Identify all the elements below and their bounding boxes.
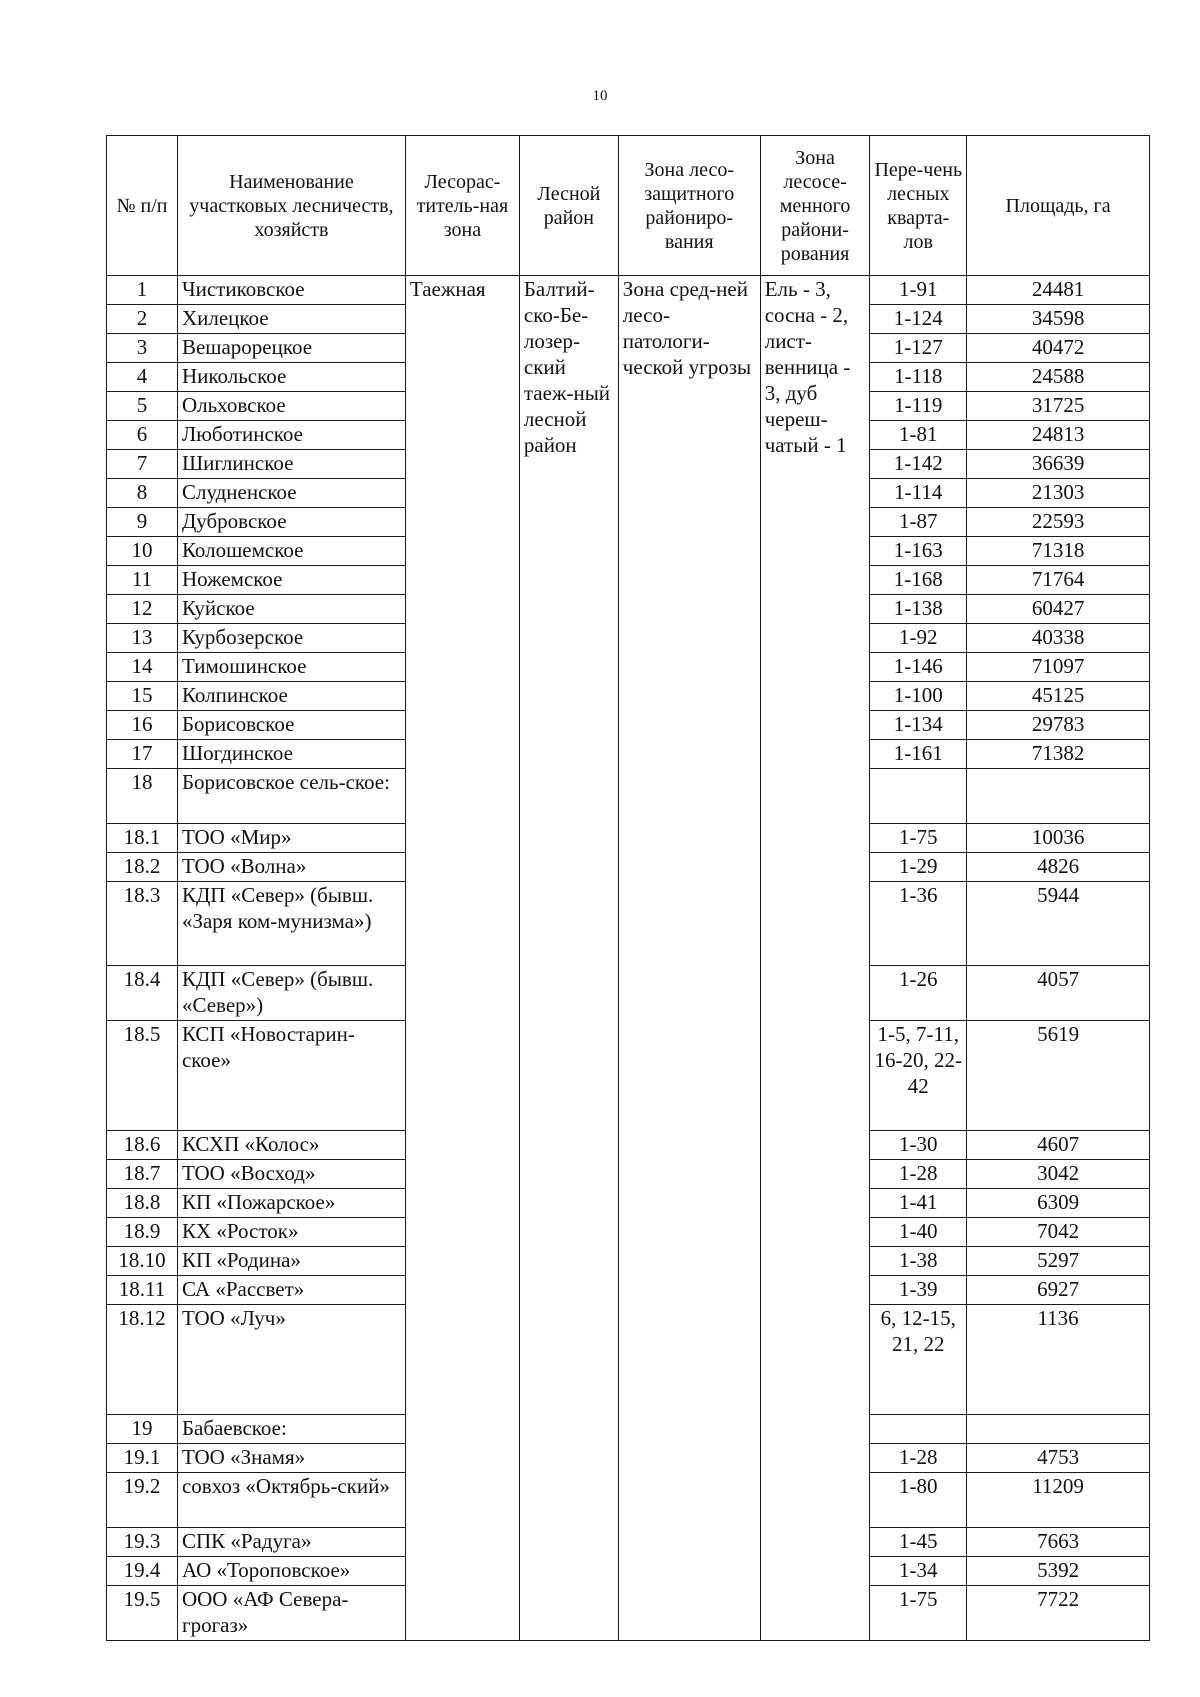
row-number: 18.10: [107, 1247, 178, 1276]
row-number: 14: [107, 653, 178, 682]
forestry-table: [106, 135, 1150, 1641]
row-number: 18.8: [107, 1189, 178, 1218]
row-name: Чистиковское: [177, 276, 405, 305]
row-quarters: 1-134: [870, 711, 967, 740]
row-number: 5: [107, 392, 178, 421]
row-quarters: 1-168: [870, 566, 967, 595]
header-protection-zone: Зона лесо-защитного райониро-вания: [618, 136, 760, 276]
row-number: 13: [107, 624, 178, 653]
row-area: 71382: [967, 740, 1150, 769]
header-seed-zone: Зона лесосе-менного райони-рования: [760, 136, 870, 276]
row-quarters: 1-119: [870, 392, 967, 421]
row-number: 12: [107, 595, 178, 624]
row-quarters: 1-75: [870, 1586, 967, 1641]
row-name: Куйское: [177, 595, 405, 624]
row-name: КХ «Росток»: [177, 1218, 405, 1247]
veg-zone-cell: Таежная: [405, 276, 519, 1641]
row-name: КП «Родина»: [177, 1247, 405, 1276]
row-number: 18.4: [107, 966, 178, 1021]
row-name: КДП «Север» (бывш. «Север»): [177, 966, 405, 1021]
row-name: Борисовское: [177, 711, 405, 740]
table-body: [107, 276, 1150, 1641]
row-quarters: 1-163: [870, 537, 967, 566]
row-name: ТОО «Мир»: [177, 824, 405, 853]
row-name: Никольское: [177, 363, 405, 392]
row-area: 4607: [967, 1131, 1150, 1160]
forest-district-cell: Балтий-ско-Бе-лозер-ский таеж-ный лесной район: [519, 276, 618, 1641]
row-area: 22593: [967, 508, 1150, 537]
row-quarters: [870, 1415, 967, 1444]
row-area: 1136: [967, 1305, 1150, 1415]
row-name: Шиглинское: [177, 450, 405, 479]
row-number: 18.2: [107, 853, 178, 882]
row-area: 5297: [967, 1247, 1150, 1276]
row-number: 19.4: [107, 1557, 178, 1586]
row-name: Курбозерское: [177, 624, 405, 653]
row-name: ООО «АФ Севера-грогаз»: [177, 1586, 405, 1641]
row-area: 11209: [967, 1473, 1150, 1528]
row-area: 5944: [967, 882, 1150, 966]
row-quarters: 1-30: [870, 1131, 967, 1160]
row-name: ТОО «Знамя»: [177, 1444, 405, 1473]
header-row: [107, 136, 1150, 276]
row-quarters: 1-127: [870, 334, 967, 363]
row-name: КДП «Север» (бывш. «Заря ком-мунизма»): [177, 882, 405, 966]
row-number: 2: [107, 305, 178, 334]
row-quarters: 1-28: [870, 1444, 967, 1473]
row-name: КСХП «Колос»: [177, 1131, 405, 1160]
row-name: Шогдинское: [177, 740, 405, 769]
row-area: [967, 1415, 1150, 1444]
header-name: Наименование участковых лесничеств, хозяйств: [177, 136, 405, 276]
row-area: [967, 769, 1150, 824]
row-quarters: 1-124: [870, 305, 967, 334]
header-area: Площадь, га: [967, 136, 1150, 276]
row-name: КП «Пожарское»: [177, 1189, 405, 1218]
row-quarters: 1-45: [870, 1528, 967, 1557]
row-name: ТОО «Луч»: [177, 1305, 405, 1415]
row-name: совхоз «Октябрь-ский»: [177, 1473, 405, 1528]
row-quarters: 1-114: [870, 479, 967, 508]
row-quarters: 1-91: [870, 276, 967, 305]
row-number: 18.12: [107, 1305, 178, 1415]
row-number: 19: [107, 1415, 178, 1444]
row-name: СПК «Радуга»: [177, 1528, 405, 1557]
row-quarters: 1-40: [870, 1218, 967, 1247]
row-quarters: 1-100: [870, 682, 967, 711]
row-quarters: 1-39: [870, 1276, 967, 1305]
row-quarters: 1-26: [870, 966, 967, 1021]
row-area: 7722: [967, 1586, 1150, 1641]
row-quarters: 1-75: [870, 824, 967, 853]
row-area: 71318: [967, 537, 1150, 566]
row-area: 24588: [967, 363, 1150, 392]
row-number: 4: [107, 363, 178, 392]
row-area: 24481: [967, 276, 1150, 305]
row-area: 5392: [967, 1557, 1150, 1586]
row-number: 6: [107, 421, 178, 450]
row-area: 3042: [967, 1160, 1150, 1189]
row-quarters: 1-161: [870, 740, 967, 769]
row-quarters: 1-138: [870, 595, 967, 624]
row-number: 9: [107, 508, 178, 537]
row-name: Ольховское: [177, 392, 405, 421]
row-quarters: 1-41: [870, 1189, 967, 1218]
row-name: АО «Тороповское»: [177, 1557, 405, 1586]
row-area: 24813: [967, 421, 1150, 450]
table-row: [107, 276, 1150, 305]
row-area: 10036: [967, 824, 1150, 853]
row-quarters: 1-92: [870, 624, 967, 653]
row-name: Хилецкое: [177, 305, 405, 334]
row-number: 19.1: [107, 1444, 178, 1473]
row-number: 18: [107, 769, 178, 824]
row-area: 6309: [967, 1189, 1150, 1218]
row-quarters: 1-36: [870, 882, 967, 966]
row-name: Дубровское: [177, 508, 405, 537]
protection-zone-cell: Зона сред-ней лесо-патологи-ческой угрозы: [618, 276, 760, 1641]
row-number: 19.3: [107, 1528, 178, 1557]
row-number: 15: [107, 682, 178, 711]
row-name: ТОО «Волна»: [177, 853, 405, 882]
row-area: 34598: [967, 305, 1150, 334]
row-name: Колошемское: [177, 537, 405, 566]
header-veg-zone: Лесорас-титель-ная зона: [405, 136, 519, 276]
row-number: 10: [107, 537, 178, 566]
row-quarters: 1-5, 7-11, 16-20, 22-42: [870, 1021, 967, 1131]
row-name: Бабаевское:: [177, 1415, 405, 1444]
seed-zone-cell: Ель - 3, сосна - 2, лист-венница - 3, дуб череш-чатый - 1: [760, 276, 870, 1641]
row-number: 1: [107, 276, 178, 305]
row-number: 18.3: [107, 882, 178, 966]
row-number: 18.7: [107, 1160, 178, 1189]
row-area: 29783: [967, 711, 1150, 740]
row-quarters: 1-146: [870, 653, 967, 682]
row-area: 4753: [967, 1444, 1150, 1473]
row-name: Колпинское: [177, 682, 405, 711]
row-area: 21303: [967, 479, 1150, 508]
row-name: СА «Рассвет»: [177, 1276, 405, 1305]
row-number: 17: [107, 740, 178, 769]
row-quarters: 1-80: [870, 1473, 967, 1528]
row-quarters: 1-38: [870, 1247, 967, 1276]
header-num: № п/п: [107, 136, 178, 276]
row-name: Вешарорецкое: [177, 334, 405, 363]
row-area: 40338: [967, 624, 1150, 653]
row-number: 18.11: [107, 1276, 178, 1305]
row-area: 40472: [967, 334, 1150, 363]
page-number: 10: [592, 88, 608, 104]
row-area: 4826: [967, 853, 1150, 882]
row-number: 19.5: [107, 1586, 178, 1641]
row-area: 36639: [967, 450, 1150, 479]
row-number: 18.1: [107, 824, 178, 853]
row-area: 5619: [967, 1021, 1150, 1131]
row-area: 60427: [967, 595, 1150, 624]
row-area: 6927: [967, 1276, 1150, 1305]
header-quarters: Пере-чень лесных кварта-лов: [870, 136, 967, 276]
row-area: 45125: [967, 682, 1150, 711]
row-name: ТОО «Восход»: [177, 1160, 405, 1189]
row-area: 71764: [967, 566, 1150, 595]
row-number: 11: [107, 566, 178, 595]
row-number: 3: [107, 334, 178, 363]
row-name: КСП «Новостарин-ское»: [177, 1021, 405, 1131]
row-number: 16: [107, 711, 178, 740]
row-name: Тимошинское: [177, 653, 405, 682]
row-number: 18.5: [107, 1021, 178, 1131]
row-quarters: [870, 769, 967, 824]
header-forest-district: Лесной район: [519, 136, 618, 276]
row-quarters: 1-87: [870, 508, 967, 537]
row-area: 7663: [967, 1528, 1150, 1557]
row-area: 7042: [967, 1218, 1150, 1247]
row-quarters: 1-81: [870, 421, 967, 450]
row-number: 7: [107, 450, 178, 479]
row-name: Слудненское: [177, 479, 405, 508]
row-quarters: 1-34: [870, 1557, 967, 1586]
row-quarters: 1-28: [870, 1160, 967, 1189]
row-name: Люботинское: [177, 421, 405, 450]
row-area: 4057: [967, 966, 1150, 1021]
row-quarters: 6, 12-15, 21, 22: [870, 1305, 967, 1415]
row-area: 71097: [967, 653, 1150, 682]
row-quarters: 1-142: [870, 450, 967, 479]
row-number: 19.2: [107, 1473, 178, 1528]
row-area: 31725: [967, 392, 1150, 421]
row-name: Борисовское сель-ское:: [177, 769, 405, 824]
row-name: Ножемское: [177, 566, 405, 595]
row-number: 8: [107, 479, 178, 508]
row-number: 18.9: [107, 1218, 178, 1247]
row-number: 18.6: [107, 1131, 178, 1160]
row-quarters: 1-118: [870, 363, 967, 392]
row-quarters: 1-29: [870, 853, 967, 882]
